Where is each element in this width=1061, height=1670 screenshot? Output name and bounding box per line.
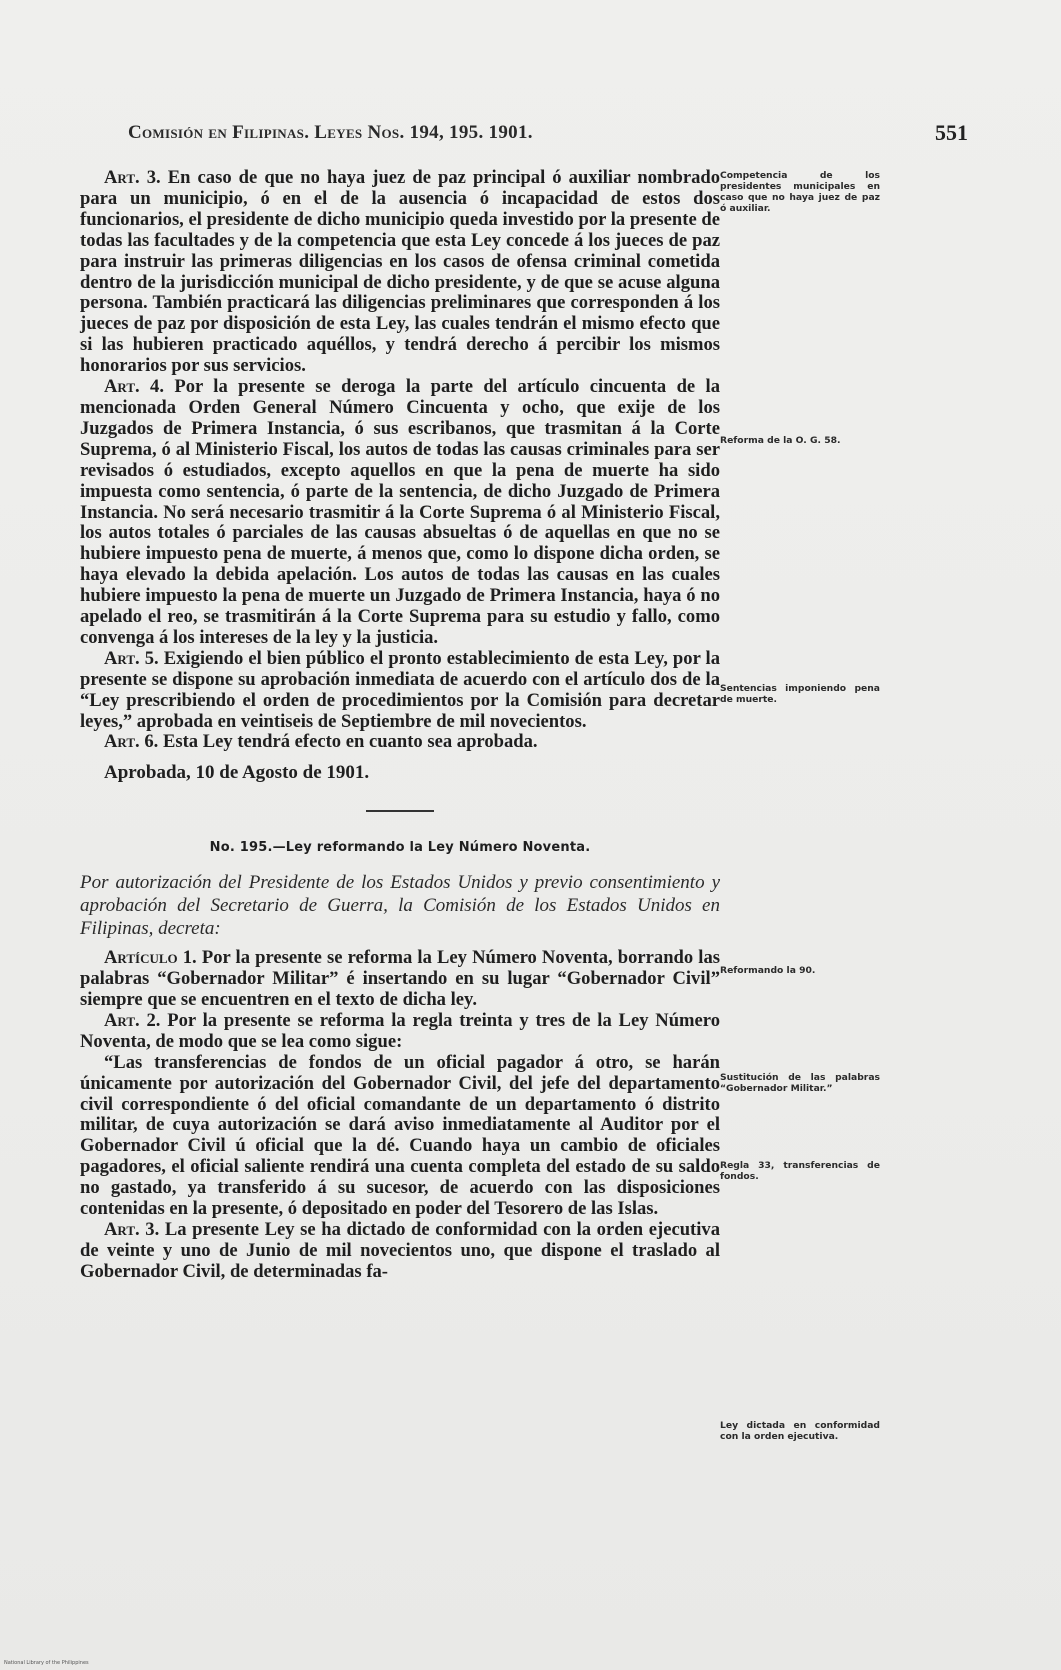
article-3-law-195: [80, 1220, 720, 1283]
article-1-law-195: [80, 948, 720, 1011]
sidenote-sentencias: Sentencias imponiendo pena de muerte.: [720, 683, 880, 705]
article-label: Art. 2.: [104, 1009, 161, 1031]
article-4-law-194: [80, 377, 720, 649]
sidenote-competencia: Competencia de los presidentes municipales en caso que no haya juez de paz ó auxiliar.: [720, 170, 880, 214]
article-label: Art. 6.: [104, 731, 159, 753]
page-number: 551: [935, 120, 968, 145]
article-text: Exigiendo el bien público el pronto establecimiento de esta Ley, por la presente se dispone su aprobación inmediata de acuerdo con el artículo dos de la “Ley prescribiendo el orden de procedimientos por la Comisión para decretar leyes,” aprobada en veintiseis de Septiembre de mil novecientos.: [80, 647, 720, 732]
article-6-law-194: [80, 732, 720, 753]
article-text: Por la presente se reforma la regla treinta y tres de la Ley Número Noventa, de modo que se lea como sigue:: [80, 1009, 721, 1052]
footer-credit: National Library of the Philippines: [4, 1660, 89, 1666]
law-195-title: No. 195.—Ley reformando la Ley Número Noventa.: [209, 840, 591, 856]
article-text: Por la presente se deroga la parte del artículo cincuenta de la mencionada Orden General Número Cincuenta y ocho, que exije de los Juzgados de Primera Instancia, ó sus escribanos, que trasmitan á la Corte Suprema, ó al Ministerio Fiscal, los autos de todas las causas criminales para ser revisados ó estudiados, excepto aquellos en que la pena de muerte ha sido impuesta como sentencia, ó parte de la sentencia, de dicho Juzgado de Primera Instancia. No será necesario trasmitir á la Corte Suprema ó al Ministerio Fiscal, los autos totales ó parciales de las causas absueltas ó de aquellas en que no se hubiere impuesto pena de muerte, á menos que, como lo dispone dicha orden, se haya elevado la debida apelación. Los autos de todas las causas en las cuales hubiere impuesto la pena de muerte un Juzgado de Primera Instancia, haya ó no apelado el reo, se trasmitirán á la Corte Suprema para su estudio y fallo, como convenga á los intereses de la ley y la justicia.: [80, 376, 720, 648]
article-label: Art. 4.: [104, 376, 164, 398]
article-text: En caso de que no haya juez de paz principal ó auxiliar nombrado para un municipio, ó en el de la ausencia ó incapacidad de estos dos funcionarios, el presidente de dicho municipio queda investido por la presente de todas las facultades y de la competencia que esta Ley concede á los jueces de paz para instruir las primeras diligencias en los casos de ofensa criminal cometida dentro de la jurisdicción municipal de dicho presidente, y de que se acuse alguna persona. También practicará las diligencias preliminares que corresponden á los jueces de paz por disposición de esta Ley, las cuales tendrán el mismo efecto que si las hubieren practicado aquéllos, y tendrá derecho á percibir los mismos honorarios por sus servicios.: [80, 167, 721, 377]
article-text: Esta Ley tendrá efecto en cuanto sea aprobada.: [162, 731, 538, 753]
article-3-law-194: [80, 168, 720, 377]
enacting-clause: Por autorización del Presidente de los Estados Unidos y previo consentimiento y aprobación del Secretario de Guerra, la Comisión de los Estados Unidos en Filipinas, decreta:: [80, 872, 720, 940]
article-text: La presente Ley se ha dictado de conformidad con la orden ejecutiva de veinte y uno de Junio de mil novecientos uno, que dispone el traslado al Gobernador Civil, de determinadas fa-: [80, 1218, 720, 1282]
article-label: Artículo 1.: [104, 947, 197, 969]
section-divider: [366, 810, 434, 812]
article-text: Por la presente se reforma la Ley Número Noventa, borrando las palabras “Gobernador Militar” é insertando en su lugar “Gobernador Civil” siempre que se encuentren en el texto de dicha ley.: [80, 947, 721, 1010]
sidenote-reforma-og58: Reforma de la O. G. 58.: [720, 435, 841, 446]
sidenote-reformando-90: Reformando la 90.: [720, 965, 816, 976]
approval-date: Aprobada, 10 de Agosto de 1901.: [104, 762, 370, 784]
sidenote-ley-dictada: Ley dictada en conformidad con la orden ejecutiva.: [720, 1420, 880, 1442]
main-text-column: [80, 168, 720, 1283]
article-label: Art. 3.: [104, 1218, 160, 1240]
running-header: [128, 122, 968, 150]
quoted-rule-33: “Las transferencias de fondos de un oficial pagador á otro, se harán únicamente por autorización del Gobernador Civil, del jefe del departamento civil correspondiente ó del oficial comandante de un departamento ó distrito militar, de cuya autorización se dará aviso inmediatamente al Auditor por el Gobernador Civil ú oficial que la dé. Cuando haya un cambio de oficiales pagadores, el oficial saliente rendirá una cuenta completa del estado de su saldo no gastado, ya transferido á su sucesor, de acuerdo con las disposiciones contenidas en la presente, ó depositado en poder del Tesorero de las Islas.: [80, 1051, 720, 1220]
sidenote-sustitucion: Sustitución de las palabras “Gobernador Militar.”: [720, 1072, 880, 1094]
article-label: Art. 3.: [104, 167, 161, 188]
article-5-law-194: [80, 649, 720, 733]
article-label: Art. 5.: [104, 647, 159, 669]
article-2-law-195: [80, 1011, 720, 1053]
header-title: Comisión en Filipinas. Leyes Nos. 194, 195. 1901.: [128, 122, 533, 143]
sidenote-regla-33: Regla 33, transferencias de fondos.: [720, 1160, 880, 1182]
